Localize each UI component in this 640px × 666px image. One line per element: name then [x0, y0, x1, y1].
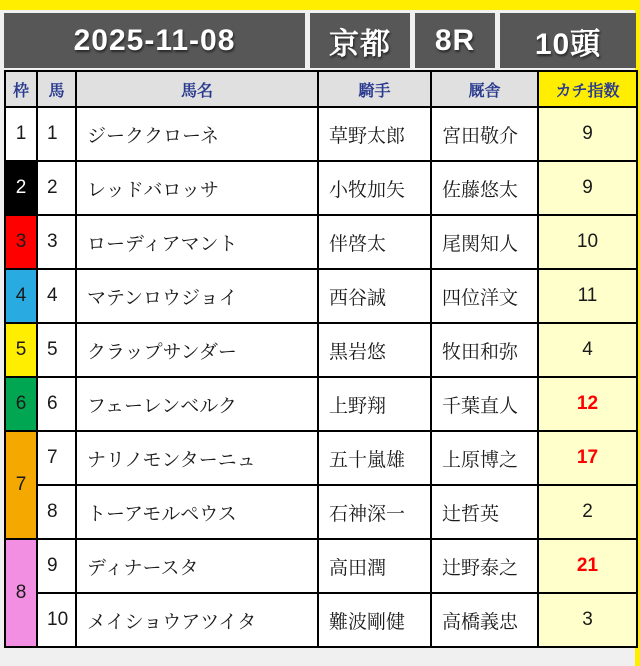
frame-cell: 6: [5, 377, 37, 431]
horse-number-cell: 1: [37, 107, 76, 161]
index-cell: 4: [538, 323, 637, 377]
frame-cell: 5: [5, 323, 37, 377]
horse-number-cell: 5: [37, 323, 76, 377]
index-cell: 21: [538, 539, 637, 593]
race-date: 2025-11-08: [4, 13, 305, 68]
stable-cell: 尾関知人: [431, 215, 538, 269]
jockey-cell: 小牧加矢: [318, 161, 431, 215]
frame-cell: 7: [5, 431, 37, 539]
col-header-horse: 馬: [37, 71, 76, 107]
race-card: [4, 13, 636, 648]
stable-cell: 千葉直人: [431, 377, 538, 431]
stable-cell: 辻野泰之: [431, 539, 538, 593]
table-row: [5, 377, 637, 431]
col-header-name: 馬名: [76, 71, 318, 107]
stable-cell: 宮田敬介: [431, 107, 538, 161]
horse-number-cell: 7: [37, 431, 76, 485]
jockey-cell: 難波剛健: [318, 593, 431, 647]
index-cell: 17: [538, 431, 637, 485]
top-accent-strip: [0, 0, 640, 10]
col-header-jockey: 騎手: [318, 71, 431, 107]
horse-name-cell: フェーレンベルク: [76, 377, 318, 431]
horse-name-cell: ディナースタ: [76, 539, 318, 593]
jockey-cell: 五十嵐雄: [318, 431, 431, 485]
stable-cell: 佐藤悠太: [431, 161, 538, 215]
index-cell: 9: [538, 161, 637, 215]
jockey-cell: 上野翔: [318, 377, 431, 431]
horse-name-cell: クラップサンダー: [76, 323, 318, 377]
frame-cell: 8: [5, 539, 37, 647]
race-track: 京都: [310, 13, 410, 68]
index-cell: 12: [538, 377, 637, 431]
table-row: [5, 539, 637, 593]
table-row: [5, 107, 637, 161]
table-row: [5, 269, 637, 323]
frame-cell: 4: [5, 269, 37, 323]
jockey-cell: 草野太郎: [318, 107, 431, 161]
race-head-count: 10頭: [500, 13, 636, 68]
horse-name-cell: トーアモルペウス: [76, 485, 318, 539]
stable-cell: 牧田和弥: [431, 323, 538, 377]
jockey-cell: 黒岩悠: [318, 323, 431, 377]
race-number: 8R: [415, 13, 495, 68]
horse-name-cell: レッドバロッサ: [76, 161, 318, 215]
jockey-cell: 石神深一: [318, 485, 431, 539]
jockey-cell: 伴啓太: [318, 215, 431, 269]
horse-number-cell: 10: [37, 593, 76, 647]
horse-name-cell: ナリノモンターニュ: [76, 431, 318, 485]
col-header-stable: 厩舎: [431, 71, 538, 107]
horse-name-cell: ジーククローネ: [76, 107, 318, 161]
index-cell: 2: [538, 485, 637, 539]
jockey-cell: 西谷誠: [318, 269, 431, 323]
horse-number-cell: 8: [37, 485, 76, 539]
index-cell: 11: [538, 269, 637, 323]
table-row: [5, 161, 637, 215]
table-row: [5, 485, 637, 539]
frame-cell: 2: [5, 161, 37, 215]
horse-number-cell: 2: [37, 161, 76, 215]
horse-number-cell: 9: [37, 539, 76, 593]
index-cell: 3: [538, 593, 637, 647]
column-header-row: [5, 71, 637, 107]
horse-name-cell: メイショウアツイタ: [76, 593, 318, 647]
horse-name-cell: ローディアマント: [76, 215, 318, 269]
race-header-bar: [4, 13, 636, 68]
stable-cell: 四位洋文: [431, 269, 538, 323]
horse-number-cell: 6: [37, 377, 76, 431]
horse-name-cell: マテンロウジョイ: [76, 269, 318, 323]
col-header-index: カチ指数: [538, 71, 637, 107]
frame-cell: 3: [5, 215, 37, 269]
jockey-cell: 高田潤: [318, 539, 431, 593]
table-row: [5, 215, 637, 269]
race-entries-table: [4, 70, 638, 648]
stable-cell: 上原博之: [431, 431, 538, 485]
stable-cell: 高橋義忠: [431, 593, 538, 647]
index-cell: 10: [538, 215, 637, 269]
horse-number-cell: 4: [37, 269, 76, 323]
frame-cell: 1: [5, 107, 37, 161]
col-header-frame: 枠: [5, 71, 37, 107]
index-cell: 9: [538, 107, 637, 161]
table-row: [5, 593, 637, 647]
horse-number-cell: 3: [37, 215, 76, 269]
table-row: [5, 431, 637, 485]
stable-cell: 辻哲英: [431, 485, 538, 539]
table-row: [5, 323, 637, 377]
